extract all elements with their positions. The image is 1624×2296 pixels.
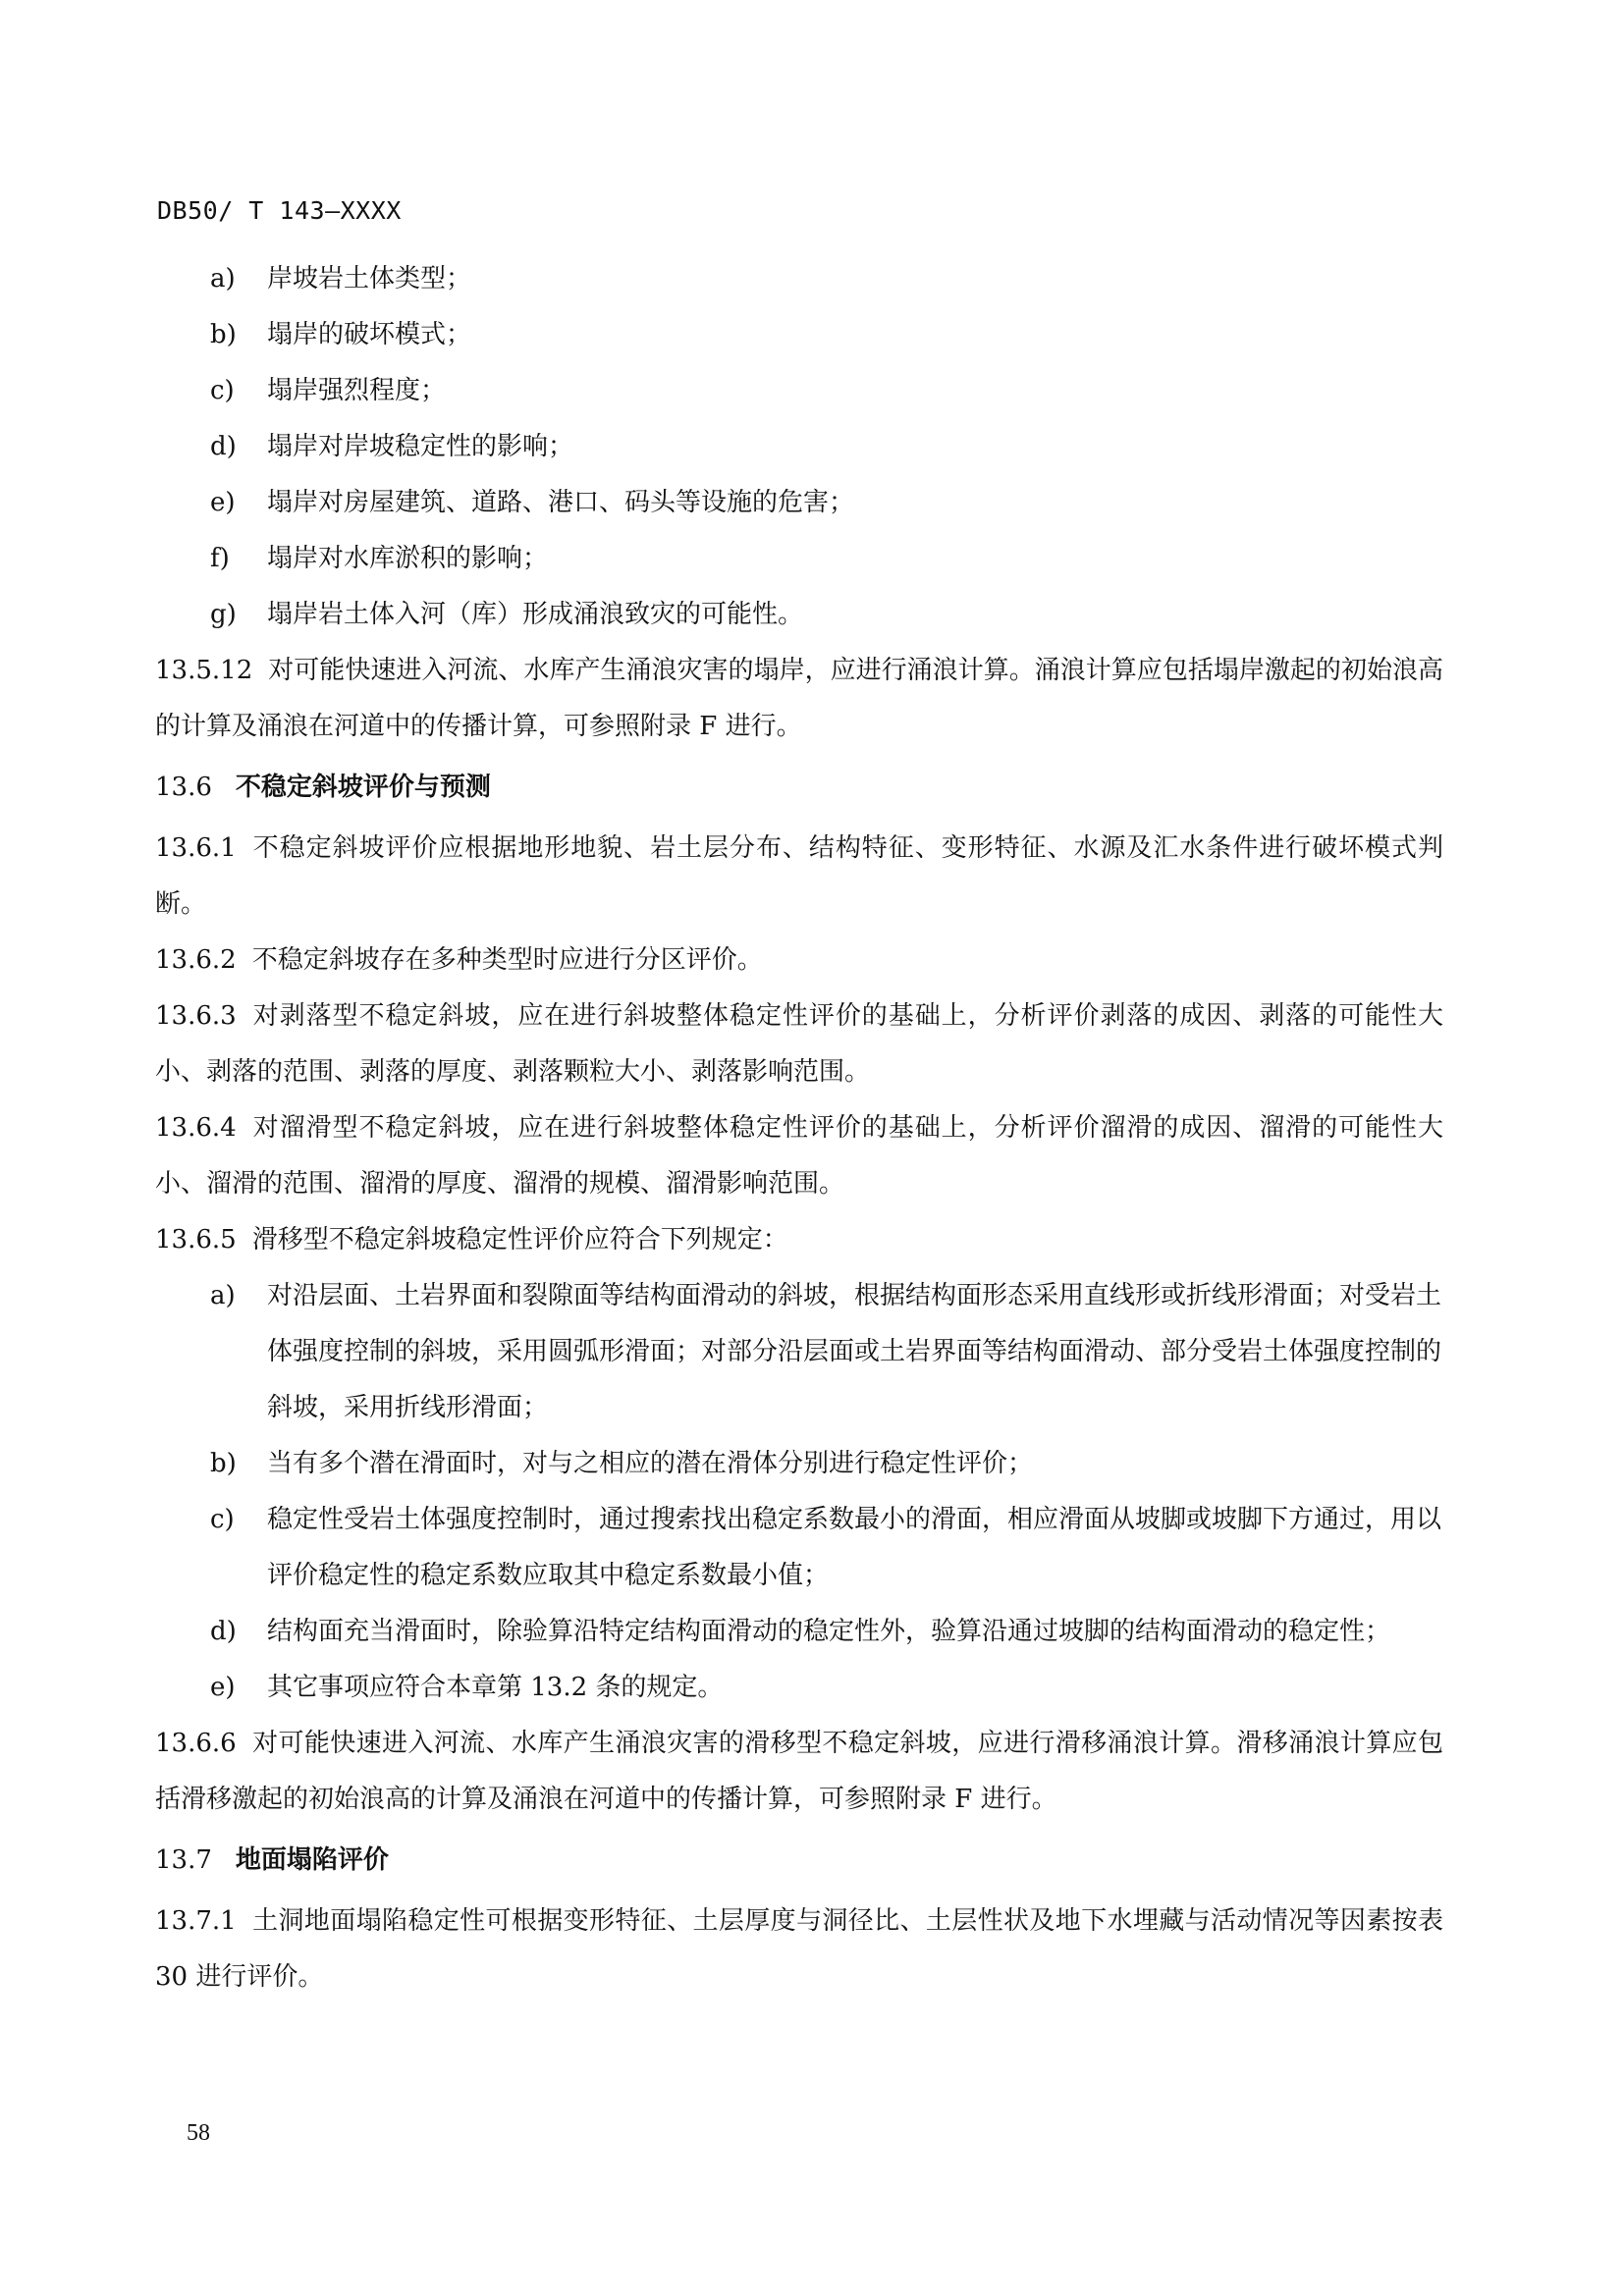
clause-13-6-6: 13.6.6 对可能快速进入河流、水库产生涌浪灾害的滑移型不稳定斜坡，应进行滑移涌浪计算。滑移涌浪计算应包括滑移激起的初始浪高的计算及涌浪在河道中的传播计算，可参照附录 F 进行。 [155, 1729, 1443, 1814]
collapse-factor-list [155, 251, 1443, 643]
list-item: e) 塌岸对房屋建筑、道路、港口、码头等设施的危害； [210, 488, 855, 517]
clause-13-6-4: 13.6.4 对溜滑型不稳定斜坡，应在进行斜坡整体稳定性评价的基础上，分析评价溜滑的成因、溜滑的可能性大小、溜滑的范围、溜滑的厚度、溜滑的规模、溜滑影响范围。 [155, 1113, 1443, 1199]
clause-13-6-1: 13.6.1 不稳定斜坡评价应根据地形地貌、岩土层分布、结构特征、变形特征、水源及汇水条件进行破坏模式判断。 [155, 833, 1443, 919]
list-item: d) 塌岸对岸坡稳定性的影响； [210, 432, 574, 461]
list-item: c) 稳定性受岩土体强度控制时，通过搜索找出稳定系数最小的滑面，相应滑面从坡脚或坡脚下方通过，用以评价稳定性的稳定系数应取其中稳定系数最小值； [210, 1505, 1442, 1590]
list-item: a) 岸坡岩土体类型； [210, 264, 472, 294]
list-item: d) 结构面充当滑面时，除验算沿特定结构面滑动的稳定性外，验算沿通过坡脚的结构面滑动的稳定性； [210, 1617, 1391, 1646]
section-heading-13-6: 13.6 不稳定斜坡评价与预测 [155, 773, 491, 802]
document-body [155, 251, 1443, 2005]
document-code-header: DB50/ T 143—XXXX [157, 196, 402, 225]
section-heading-13-7: 13.7 地面塌陷评价 [155, 1845, 389, 1875]
clause-13-7-1: 13.7.1 土洞地面塌陷稳定性可根据变形特征、土层厚度与洞径比、土层性状及地下水埋藏与活动情况等因素按表 30 进行评价。 [155, 1906, 1443, 1992]
clause-13-6-5: 13.6.5 滑移型不稳定斜坡稳定性评价应符合下列规定： [155, 1225, 788, 1255]
list-item: a) 对沿层面、土岩界面和裂隙面等结构面滑动的斜坡，根据结构面形态采用直线形或折线形滑面；对受岩土体强度控制的斜坡，采用圆弧形滑面；对部分沿层面或土岩界面等结构面滑动、部分受岩土体强度控制的斜坡，采用折线形滑面； [210, 1281, 1442, 1422]
list-item: e) 其它事项应符合本章第 13.2 条的规定。 [210, 1673, 724, 1702]
sliding-slope-rules-list [155, 1268, 1443, 1716]
list-item: g) 塌岸岩土体入河（库）形成涌浪致灾的可能性。 [210, 600, 804, 629]
clause-13-6-3: 13.6.3 对剥落型不稳定斜坡，应在进行斜坡整体稳定性评价的基础上，分析评价剥落的成因、剥落的可能性大小、剥落的范围、剥落的厚度、剥落颗粒大小、剥落影响范围。 [155, 1001, 1443, 1087]
list-item: b) 当有多个潜在滑面时，对与之相应的潜在滑体分别进行稳定性评价； [210, 1449, 1034, 1478]
clause-13-5-12: 13.5.12 对可能快速进入河流、水库产生涌浪灾害的塌岸，应进行涌浪计算。涌浪计算应包括塌岸激起的初始浪高的计算及涌浪在河道中的传播计算，可参照附录 F 进行。 [155, 656, 1443, 741]
page-number: 58 [187, 2120, 210, 2146]
clause-13-6-2: 13.6.2 不稳定斜坡存在多种类型时应进行分区评价。 [155, 945, 763, 975]
list-item: c) 塌岸强烈程度； [210, 376, 447, 405]
list-item: f) 塌岸对水库淤积的影响； [210, 544, 549, 573]
list-item: b) 塌岸的破坏模式； [210, 320, 472, 349]
